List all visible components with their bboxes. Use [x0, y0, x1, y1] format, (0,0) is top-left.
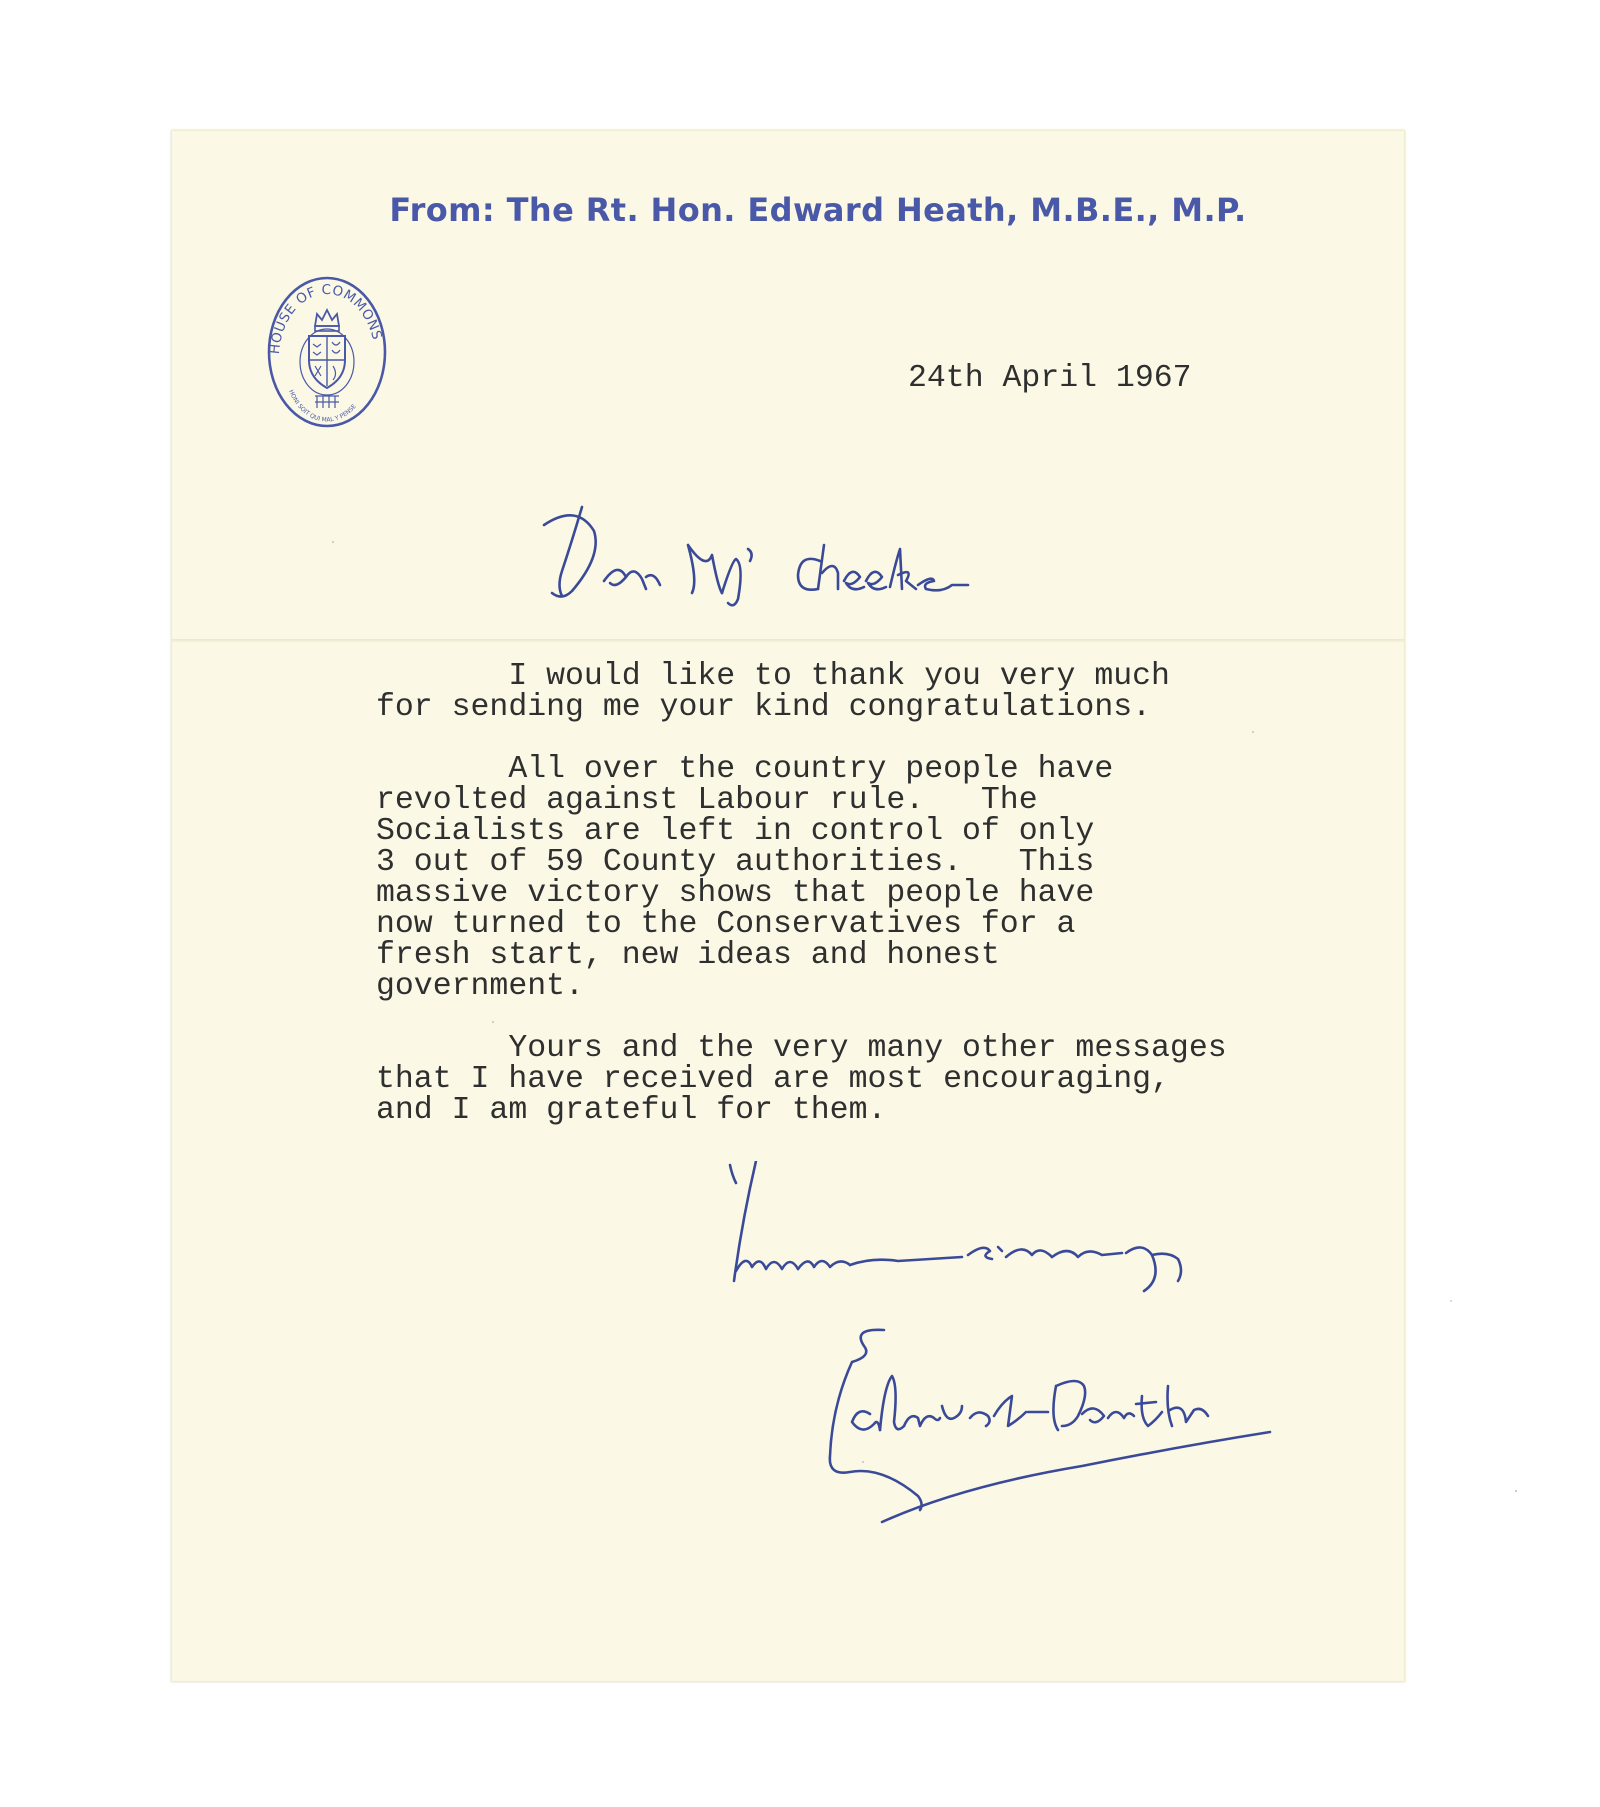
- letterhead-from-line: From: The Rt. Hon. Edward Heath, M.B.E., M.P.: [389, 191, 1247, 229]
- body-paragraph-1: I would like to thank you very much for sending me your kind congratulations.: [376, 659, 1170, 725]
- letter-body: [376, 661, 1396, 1157]
- background-speck: [1450, 1300, 1452, 1302]
- body-paragraph-2: All over the country people have revolted against Labour rule. The Socialists are left in control of only 3 out of 59 County authorities. This massive victory shows that people have now turned to the Conservatives for a fresh start, new ideas and honest government.: [376, 752, 1114, 1004]
- paper-speck: [862, 1461, 864, 1463]
- letter-date: 24th April 1967: [908, 361, 1192, 396]
- paper-speck: [332, 541, 334, 543]
- handwritten-closing: [722, 1161, 1232, 1301]
- svg-text:HOUSE OF COMMONS: HOUSE OF COMMONS: [266, 281, 385, 355]
- house-of-commons-crest-icon: [265, 274, 389, 430]
- paper-speck: [492, 1021, 494, 1023]
- body-paragraph-3: Yours and the very many other messages that I have received are most encouraging, and I am grateful for them.: [376, 1031, 1227, 1128]
- paper-fold-line: [172, 639, 1404, 642]
- paper-speck: [1252, 731, 1254, 733]
- svg-text:HONI SOIT QUI MAL Y PENSE: HONI SOIT QUI MAL Y PENSE: [287, 388, 358, 424]
- signature-edward-heath: [822, 1326, 1292, 1526]
- background-speck: [1515, 1490, 1517, 1492]
- handwritten-salutation: [522, 501, 992, 611]
- letter-sheet: [171, 130, 1405, 1682]
